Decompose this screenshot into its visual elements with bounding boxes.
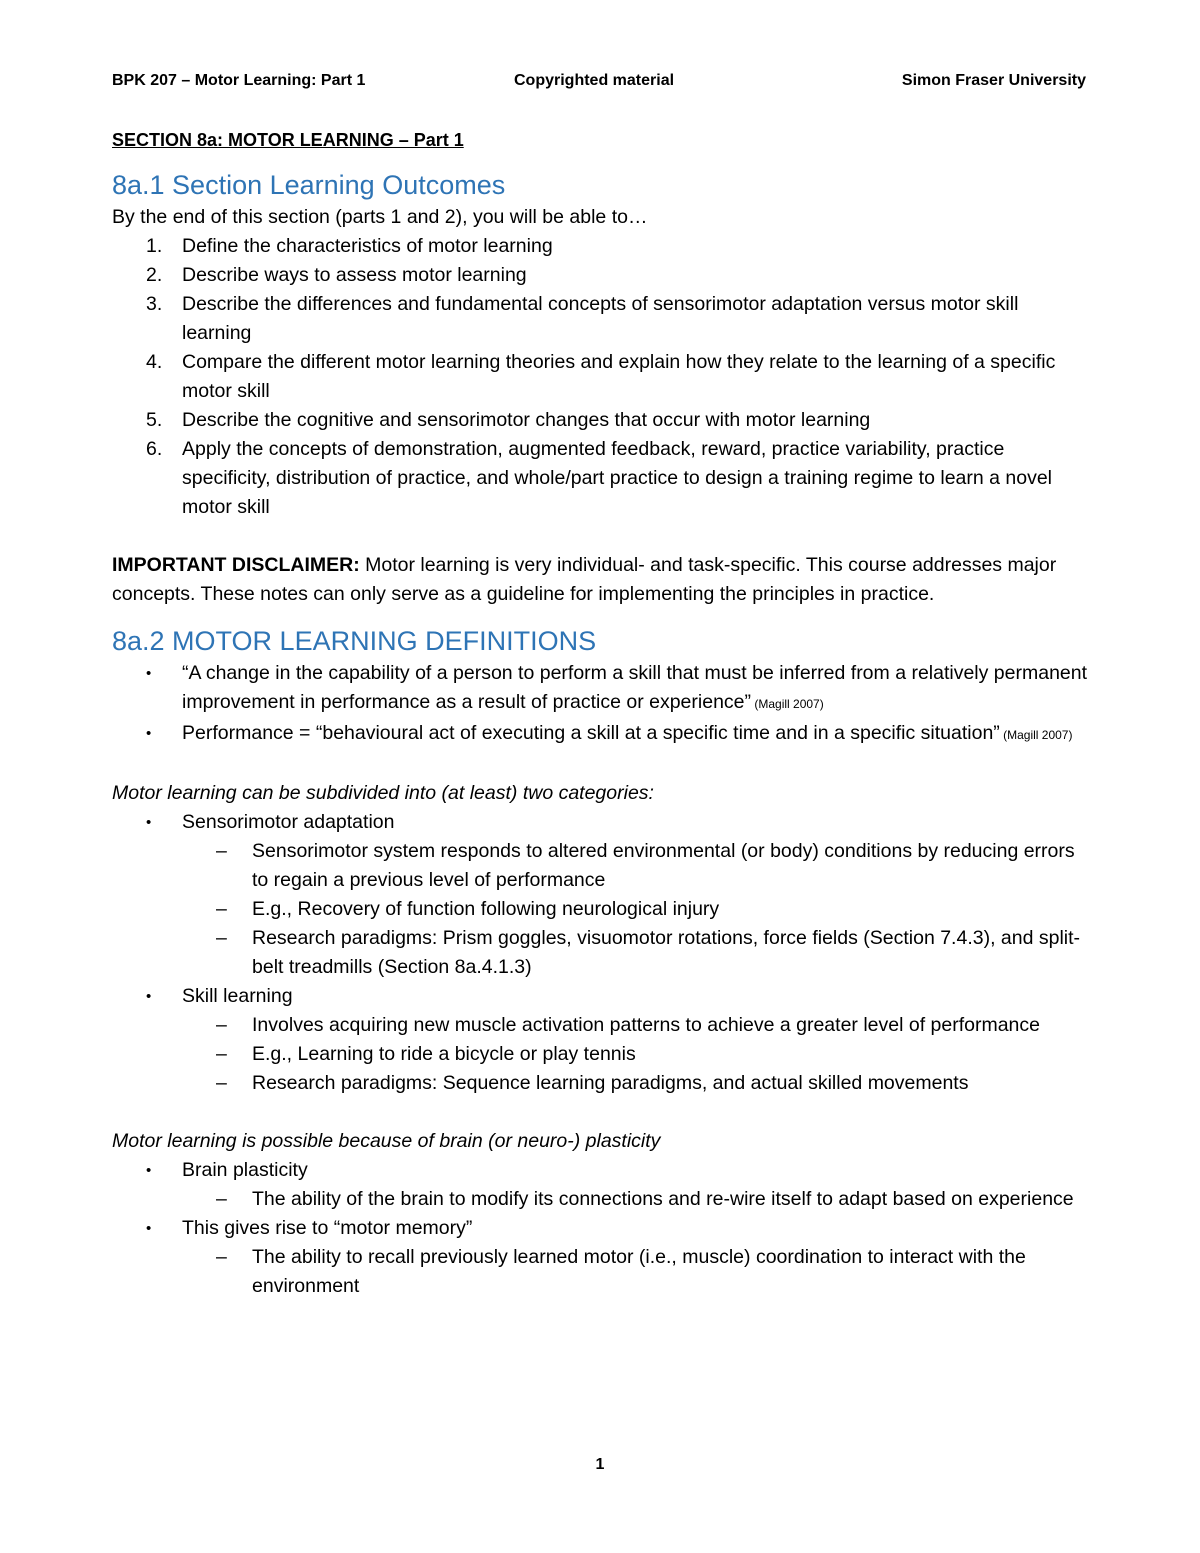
sub-item-text: Sensorimotor system responds to altered environmental (or body) conditions by reducing errors to regain a previous level of performance (252, 840, 1075, 891)
outcome-text: Describe the cognitive and sensorimotor changes that occur with motor learning (182, 409, 871, 431)
dash-icon: – (216, 1188, 227, 1210)
spacer (112, 1098, 1092, 1127)
definition-text: “A change in the capability of a person to perform a skill that must be inferred from a relatively permanent improvement in performance as a result of practice or experience” (182, 662, 1088, 713)
bullet-icon: • (146, 665, 152, 682)
sub-item-text: Research paradigms: Sequence learning paradigms, and actual skilled movements (252, 1072, 969, 1094)
dash-icon: – (216, 1072, 227, 1094)
dash-icon: – (216, 927, 227, 949)
category-item (112, 808, 1092, 982)
outcome-text: Compare the different motor learning theories and explain how they relate to the learning of a specific motor skill (182, 351, 1056, 402)
plasticity-label: Brain plasticity (182, 1159, 308, 1181)
disclaimer-text: Motor learning is very individual- and task-specific. This course addresses major concepts. These notes can only serve as a guideline for implementing the principles in practice. (112, 554, 1057, 605)
category-label: Sensorimotor adaptation (182, 811, 395, 833)
outcome-number: 4. (146, 351, 163, 373)
sub-item (182, 837, 1092, 895)
definitions-heading: 8a.2 MOTOR LEARNING DEFINITIONS (112, 626, 597, 656)
outcome-number: 1. (146, 235, 163, 257)
definition-citation: (Magill 2007) (999, 728, 1073, 742)
bullet-icon: • (146, 988, 152, 1005)
outcome-item (112, 290, 1092, 348)
bullet-icon: • (146, 1162, 152, 1179)
header-copyright: Copyrighted material (514, 72, 675, 89)
definition-item (112, 659, 1092, 719)
outcome-item (112, 348, 1092, 406)
dash-icon: – (216, 840, 227, 862)
disclaimer (112, 551, 1092, 609)
outcome-text: Describe the differences and fundamental concepts of sensorimotor adaptation versus motor skill learning (182, 293, 1019, 344)
outcome-text: Apply the concepts of demonstration, augmented feedback, reward, practice variability, practice specificity, distribution of practice, and whole/part practice to design a training regime to learn a novel motor skill (182, 438, 1053, 518)
sub-item-text: Research paradigms: Prism goggles, visuomotor rotations, force fields (Section 7.4.3), and split-belt treadmills (Section 8a.4.1.3) (252, 927, 1081, 978)
plasticity-label: This gives rise to “motor memory” (182, 1217, 473, 1239)
outcome-text: Define the characteristics of motor learning (182, 235, 553, 257)
bullet-icon: • (146, 1220, 152, 1237)
plasticity-subitems (182, 1185, 1092, 1214)
page-number: 1 (595, 1456, 605, 1473)
sub-item (182, 1185, 1092, 1214)
bullet-icon: • (146, 814, 152, 831)
outcome-number: 6. (146, 438, 163, 460)
outcome-number: 3. (146, 293, 163, 315)
outcome-text: Describe ways to assess motor learning (182, 264, 527, 286)
plasticity-list (112, 1156, 1092, 1301)
sub-item (182, 1069, 1092, 1098)
categories-list (112, 808, 1092, 1098)
dash-icon: – (216, 1043, 227, 1065)
dash-icon: – (216, 898, 227, 920)
definition-item (112, 719, 1092, 750)
sub-item-text: The ability to recall previously learned motor (i.e., muscle) coordination to interact with the environment (252, 1246, 1026, 1297)
category-item (112, 982, 1092, 1098)
page-content (112, 126, 1092, 1301)
header-university: Simon Fraser University (901, 72, 1086, 89)
dash-icon: – (216, 1014, 227, 1036)
sub-item-text: E.g., Learning to ride a bicycle or play tennis (252, 1043, 636, 1065)
spacer (112, 750, 1092, 779)
outcome-item (112, 261, 1092, 290)
header-course: BPK 207 – Motor Learning: Part 1 (112, 72, 366, 89)
bullet-icon: • (146, 725, 152, 742)
outcome-item (112, 232, 1092, 261)
outcomes-intro: By the end of this section (parts 1 and 2), you will be able to… (112, 206, 648, 228)
category-subitems (182, 1011, 1092, 1098)
section-title: SECTION 8a: MOTOR LEARNING – Part 1 (112, 130, 464, 150)
sub-item-text: Involves acquiring new muscle activation patterns to achieve a greater level of performance (252, 1014, 1040, 1036)
definition-text: Performance = “behavioural act of executing a skill at a specific time and in a specific situation” (182, 722, 1000, 744)
outcome-number: 5. (146, 409, 163, 431)
definition-citation: (Magill 2007) (751, 697, 824, 711)
plasticity-intro: Motor learning is possible because of brain (or neuro-) plasticity (112, 1130, 661, 1152)
sub-item (182, 895, 1092, 924)
disclaimer-label: IMPORTANT DISCLAIMER: (112, 554, 360, 576)
outcome-number: 2. (146, 264, 163, 286)
sub-item (182, 1040, 1092, 1069)
definitions-list (112, 659, 1092, 750)
dash-icon: – (216, 1246, 227, 1268)
sub-item-text: E.g., Recovery of function following neurological injury (252, 898, 720, 920)
sub-item (182, 1243, 1092, 1301)
sub-item (182, 1011, 1092, 1040)
outcome-item (112, 406, 1092, 435)
category-label: Skill learning (182, 985, 293, 1007)
outcomes-heading: 8a.1 Section Learning Outcomes (112, 170, 506, 200)
sub-item (182, 924, 1092, 982)
categories-intro: Motor learning can be subdivided into (at least) two categories: (112, 782, 654, 804)
outcome-item (112, 435, 1092, 522)
plasticity-item (112, 1214, 1092, 1301)
category-subitems (182, 837, 1092, 982)
plasticity-item (112, 1156, 1092, 1214)
plasticity-subitems (182, 1243, 1092, 1301)
outcomes-list (112, 232, 1092, 522)
sub-item-text: The ability of the brain to modify its connections and re-wire itself to adapt based on experience (252, 1188, 1074, 1210)
